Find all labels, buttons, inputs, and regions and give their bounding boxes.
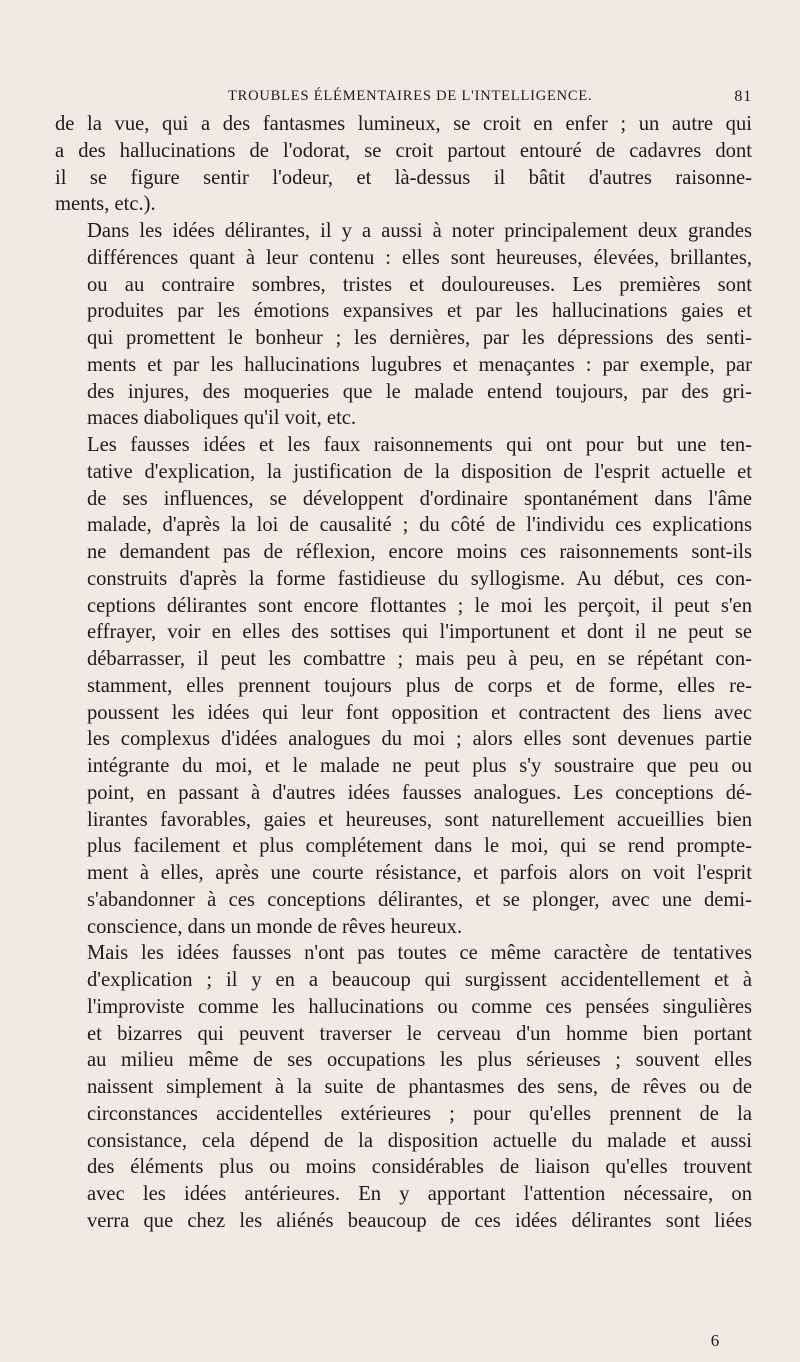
text-line: Dans les idées délirantes, il y a aussi à noter principalement deux grandes	[87, 220, 752, 242]
body-text	[55, 111, 752, 1235]
text-line: a des hallucinations de l'odorat, se croit partout entouré de cadavres dont	[55, 139, 752, 162]
text-line: ment à elles, après une courte résistance, et parfois alors on voit l'esprit	[87, 862, 752, 884]
text-line: ceptions délirantes sont encore flottantes ; le moi les perçoit, il peut s'en	[87, 594, 752, 617]
text-line: d'explication ; il y en a beaucoup qui surgissent accidentellement et à	[87, 969, 752, 991]
paragraph	[55, 432, 752, 940]
text-line: ou au contraire sombres, tristes et douloureuses. Les premières sont	[87, 273, 752, 296]
text-line: il se figure sentir l'odeur, et là-dessus il bâtit d'autres raisonne-	[55, 166, 752, 189]
text-line: ments et par les hallucinations lugubres et menaçantes : par exemple, par	[87, 353, 752, 376]
text-line: Les fausses idées et les faux raisonnements qui ont pour but une ten-	[87, 434, 752, 456]
text-line: point, en passant à d'autres idées fausses analogues. Les conceptions dé-	[87, 781, 752, 804]
text-line: circonstances accidentelles extérieures ; pour qu'elles prennent de la	[87, 1102, 752, 1125]
running-header	[55, 88, 752, 112]
paragraph-continued	[55, 111, 752, 218]
text-line: différences quant à leur contenu : elles sont heureuses, élevées, brillantes,	[87, 246, 752, 269]
text-line: l'improviste comme les hallucinations ou comme ces pensées singulières	[87, 995, 752, 1018]
text-line: qui promettent le bonheur ; les dernières, par les dépressions des senti-	[87, 327, 752, 349]
text-line: consistance, cela dépend de la disposition actuelle du malade et aussi	[87, 1129, 752, 1152]
paragraph	[55, 218, 752, 432]
text-line: et bizarres qui peuvent traverser le cerveau d'un homme bien portant	[87, 1022, 752, 1045]
text-line: conscience, dans un monde de rêves heureux.	[87, 915, 463, 938]
text-line: Mais les idées fausses n'ont pas toutes ce même caractère de tentatives	[87, 942, 752, 965]
text-line: les complexus d'idées analogues du moi ; alors elles sont devenues partie	[87, 728, 752, 751]
text-line: au milieu même de ses occupations les plus sérieuses ; souvent elles	[87, 1049, 752, 1072]
text-line: ments, etc.).	[55, 193, 156, 216]
text-line: tative d'explication, la justification de la disposition de l'esprit actuelle et	[87, 460, 752, 483]
text-line: s'abandonner à ces conceptions délirantes, et se plonger, avec une demi-	[87, 888, 752, 911]
text-line: des injures, des moqueries que le malade entend toujours, par des gri-	[87, 380, 752, 403]
running-title: TROUBLES ÉLÉMENTAIRES DE L'INTELLIGENCE.	[228, 88, 593, 104]
text-line: produites par les émotions expansives et par les hallucinations gaies et	[87, 300, 752, 323]
text-line: stamment, elles prennent toujours plus de corps et de forme, elles re-	[87, 674, 752, 697]
paragraph	[55, 940, 752, 1234]
text-line: avec les idées antérieures. En y apportant l'attention nécessaire, on	[87, 1183, 752, 1205]
text-line: des éléments plus ou moins considérables de liaison qu'elles trouvent	[87, 1156, 752, 1179]
text-line: de la vue, qui a des fantasmes lumineux, se croit en enfer ; un autre qui	[55, 113, 752, 135]
signature-mark: 6	[710, 1331, 720, 1350]
text-line: de ses influences, se développent d'ordinaire spontanément dans l'âme	[87, 487, 752, 510]
text-line: lirantes favorables, gaies et heureuses, sont naturellement accueillies bien	[87, 808, 752, 831]
text-line: naissent simplement à la suite de phantasmes des sens, de rêves ou de	[87, 1076, 752, 1098]
text-line: plus facilement et plus complétement dans le moi, qui se rend prompte-	[87, 835, 752, 858]
page-number: 81	[734, 88, 752, 105]
text-line: verra que chez les aliénés beaucoup de ces idées délirantes sont liées	[87, 1209, 752, 1232]
text-line: débarrasser, il peut les combattre ; mais peu à peu, en se répétant con-	[87, 648, 752, 670]
text-line: poussent les idées qui leur font opposition et contractent des liens avec	[87, 701, 752, 724]
text-line: malade, d'après la loi de causalité ; du côté de l'individu ces explications	[87, 514, 752, 537]
text-line: intégrante du moi, et le malade ne peut plus s'y soustraire que peu ou	[87, 755, 752, 777]
text-line: effrayer, voir en elles des sottises qui l'importunent et dont il ne peut se	[87, 621, 752, 644]
text-line: maces diaboliques qu'il voit, etc.	[87, 407, 357, 430]
text-line: ne demandent pas de réflexion, encore moins ces raisonnements sont-ils	[87, 541, 752, 563]
text-line: construits d'après la forme fastidieuse du syllogisme. Au début, ces con-	[87, 567, 752, 590]
